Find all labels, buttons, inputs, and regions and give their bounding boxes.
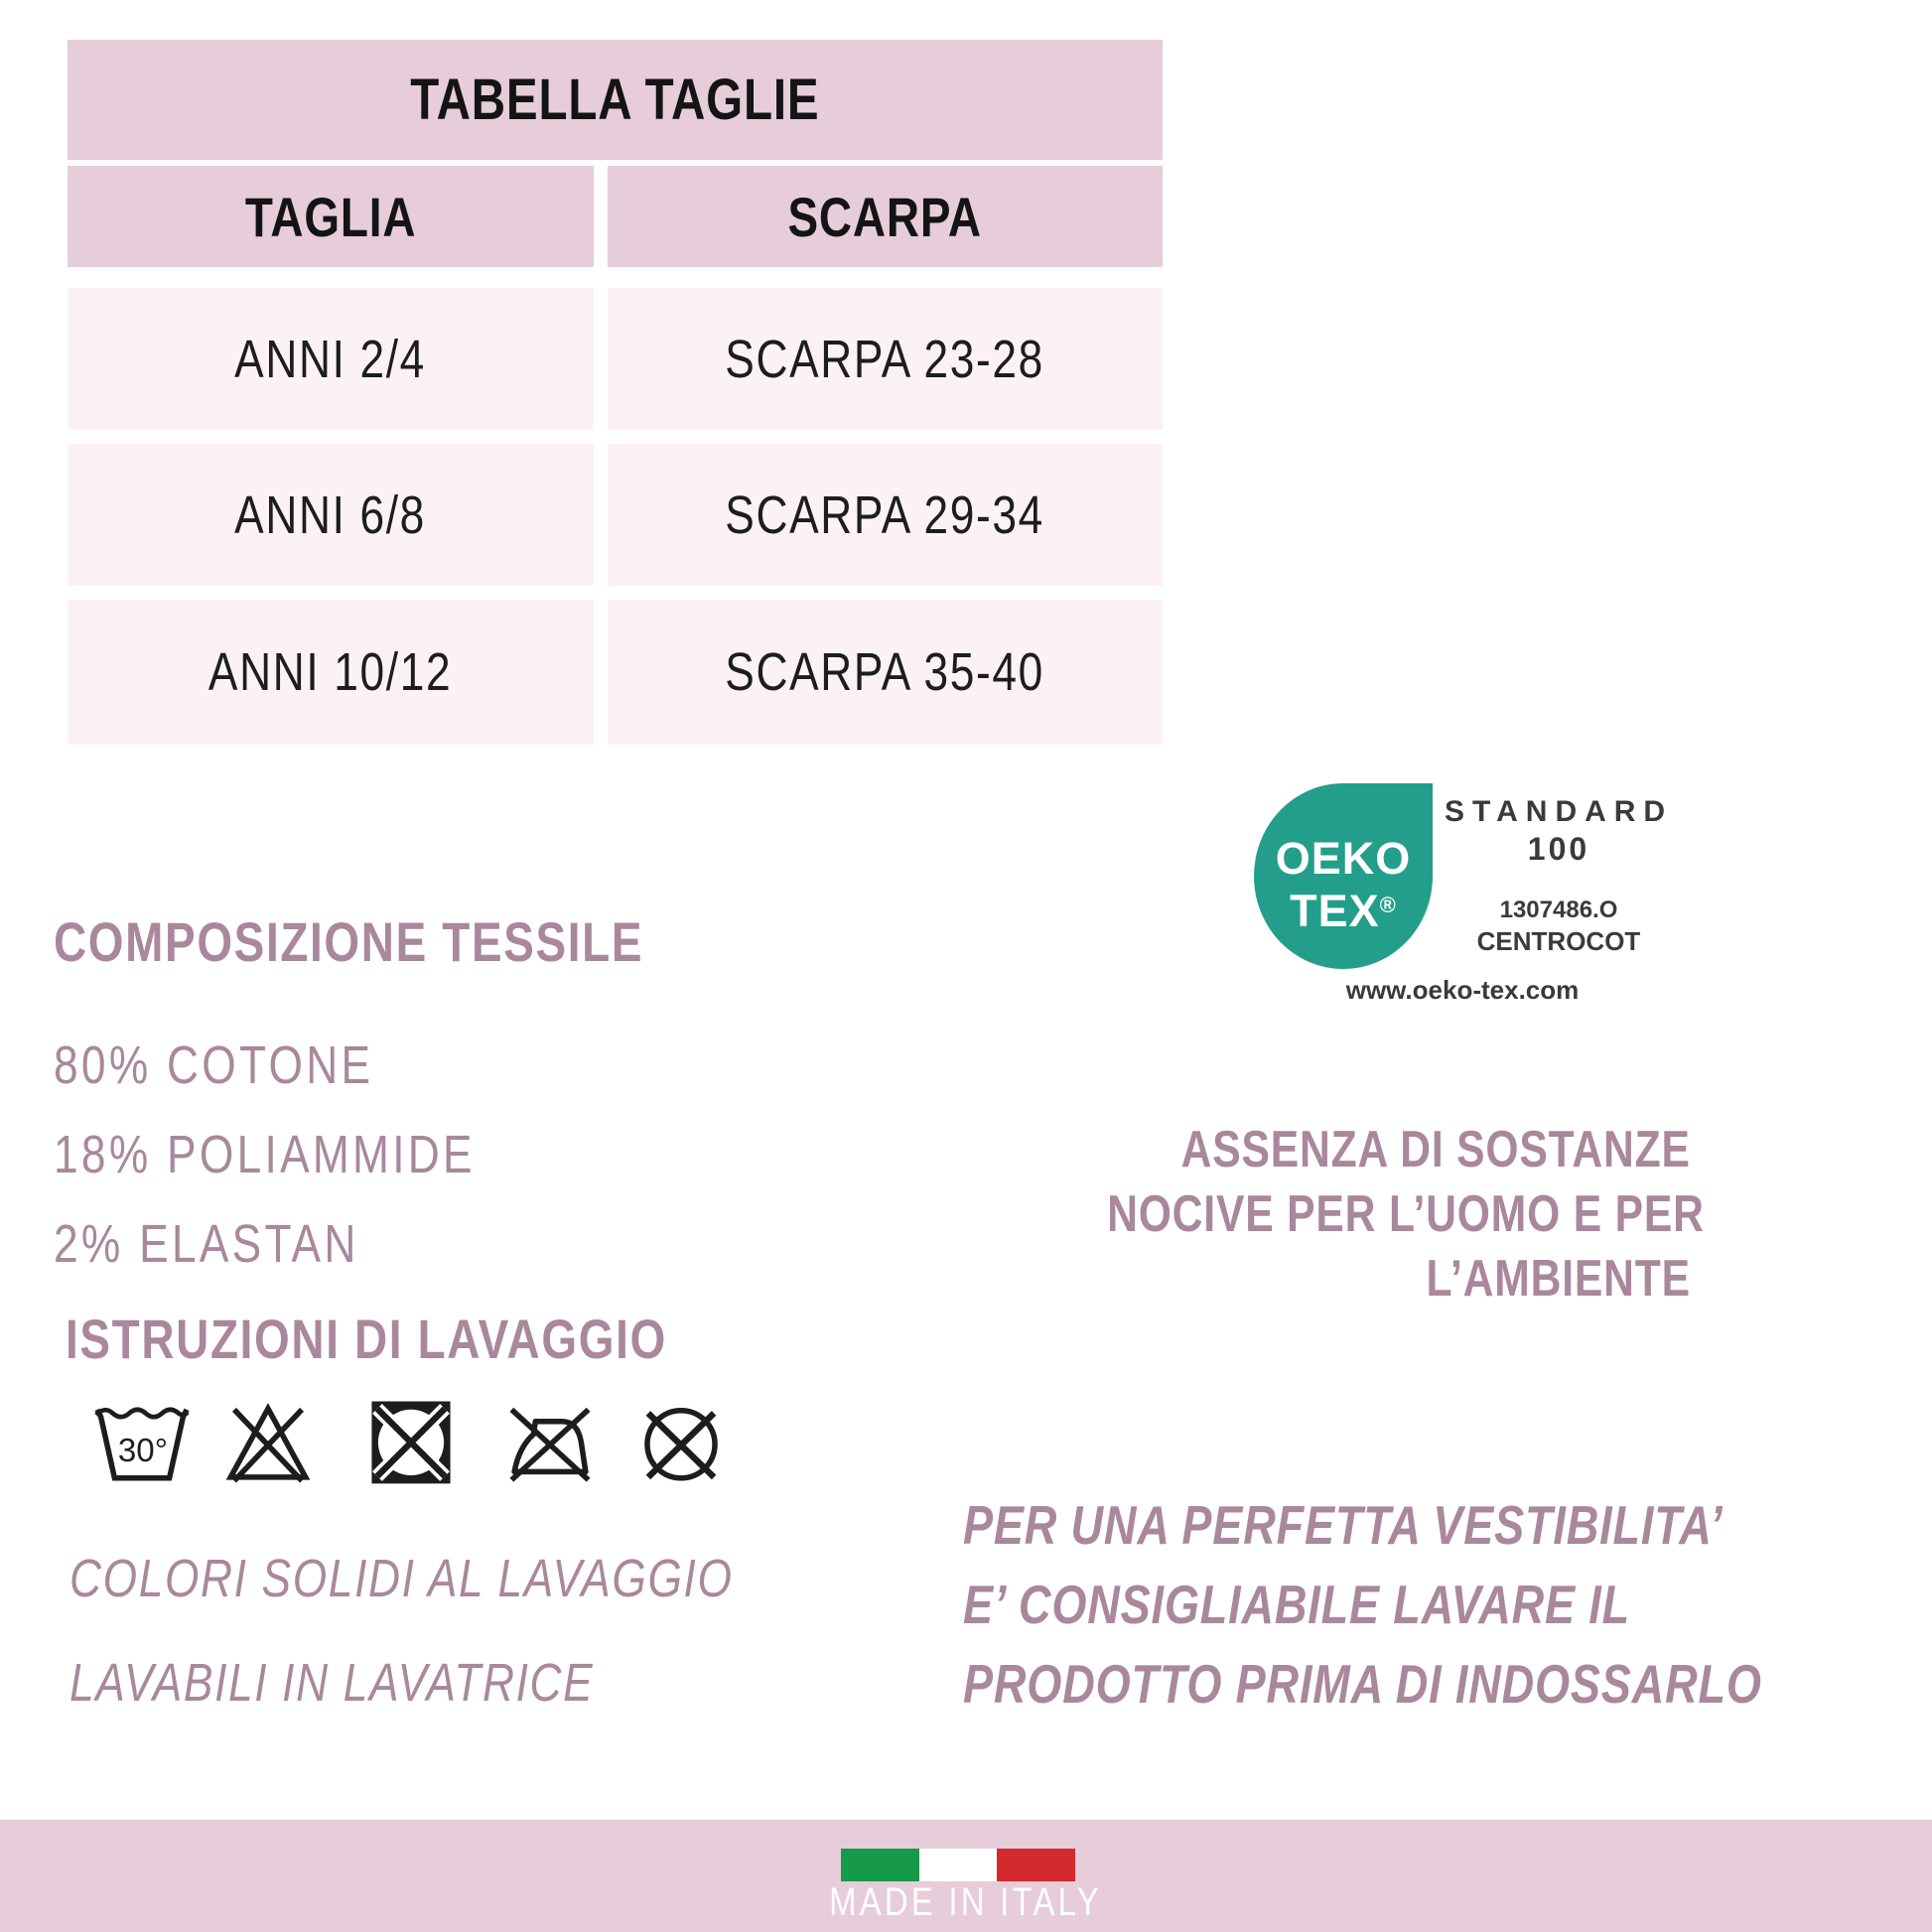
cell-value: SCARPA 29-34 bbox=[725, 484, 1045, 545]
do-not-tumble-dry-icon bbox=[363, 1396, 459, 1487]
size-table-header-scarpa bbox=[608, 166, 1163, 267]
flag-stripe-green bbox=[841, 1849, 919, 1881]
cell-value: ANNI 6/8 bbox=[234, 484, 427, 545]
column-header-label: TAGLIA bbox=[244, 185, 417, 248]
standard-label: STANDARD bbox=[1445, 795, 1674, 828]
oeko-tex-drop bbox=[1254, 783, 1433, 969]
registered-trademark: ® bbox=[1379, 892, 1397, 917]
cell-value: SCARPA 35-40 bbox=[725, 642, 1045, 702]
washing-heading-text: ISTRUZIONI DI LAVAGGIO bbox=[66, 1308, 667, 1370]
made-in-italy-label bbox=[0, 1880, 1932, 1925]
claim-line: L’AMBIENTE bbox=[1426, 1250, 1691, 1308]
size-table-cell-shoe bbox=[608, 288, 1163, 430]
composition-item: 2% ELASTAN bbox=[54, 1214, 359, 1274]
flag-stripe-white bbox=[919, 1849, 998, 1881]
certificate-number: 1307486.O bbox=[1499, 897, 1618, 923]
oeko-word: OEKO bbox=[1275, 832, 1412, 884]
do-not-dry-clean-icon bbox=[633, 1396, 729, 1487]
fit-advice-line: E’ CONSIGLIABILE LAVARE IL bbox=[963, 1574, 1630, 1635]
safety-claim bbox=[976, 1118, 1705, 1311]
size-table-cell-shoe bbox=[608, 600, 1163, 745]
do-not-bleach-icon bbox=[220, 1396, 316, 1487]
washing-notes bbox=[69, 1527, 879, 1735]
oeko-tex-wordmark bbox=[1276, 819, 1412, 934]
tex-word: TEX bbox=[1290, 885, 1380, 936]
wash-30-icon bbox=[89, 1396, 195, 1487]
fit-advice-line: PRODOTTO PRIMA DI INDOSSARLO bbox=[963, 1653, 1762, 1715]
size-table-title: TABELLA TAGLIE bbox=[410, 68, 820, 132]
size-table-cell-age bbox=[68, 600, 594, 745]
size-table-cell-age bbox=[68, 444, 594, 586]
oeko-tex-website: www.oeko-tex.com bbox=[1345, 975, 1580, 1005]
footer-band bbox=[0, 1820, 1932, 1932]
cell-value: SCARPA 23-28 bbox=[725, 329, 1045, 389]
wash-temperature-label: 30° bbox=[117, 1433, 168, 1470]
oeko-tex-certificate-block bbox=[1445, 794, 1673, 957]
do-not-iron-icon bbox=[500, 1396, 600, 1487]
washing-note: COLORI SOLIDI AL LAVAGGIO bbox=[69, 1549, 734, 1608]
composition-item: 18% POLIAMMIDE bbox=[54, 1125, 476, 1184]
cell-value: ANNI 10/12 bbox=[208, 642, 453, 702]
fit-advice-line: PER UNA PERFETTA VESTIBILITA’ bbox=[963, 1494, 1724, 1556]
size-table-cell-age bbox=[68, 288, 594, 430]
claim-line: ASSENZA DI SOSTANZE bbox=[1180, 1121, 1691, 1178]
column-header-label: SCARPA bbox=[787, 185, 983, 248]
flag-stripe-red bbox=[997, 1849, 1075, 1881]
italy-flag bbox=[841, 1849, 1075, 1881]
cell-value: ANNI 2/4 bbox=[234, 329, 427, 389]
standard-number: 100 bbox=[1527, 831, 1590, 867]
size-table-title-band bbox=[68, 40, 1163, 160]
composition-item: 80% COTONE bbox=[54, 1035, 374, 1095]
size-table-header-taglia bbox=[68, 166, 594, 267]
size-table-cell-shoe bbox=[608, 444, 1163, 586]
washing-heading bbox=[66, 1307, 799, 1371]
fit-advice bbox=[963, 1485, 1932, 1724]
institute-name: CENTROCOT bbox=[1476, 926, 1641, 956]
claim-line: NOCIVE PER L’UOMO E PER bbox=[1107, 1185, 1705, 1243]
washing-note: LAVABILI IN LAVATRICE bbox=[69, 1653, 595, 1713]
composition-heading-text: COMPOSIZIONE TESSILE bbox=[54, 910, 644, 973]
made-in-italy-text: MADE IN ITALY bbox=[829, 1880, 1103, 1924]
composition-heading bbox=[54, 909, 773, 974]
composition-list bbox=[54, 1021, 568, 1289]
